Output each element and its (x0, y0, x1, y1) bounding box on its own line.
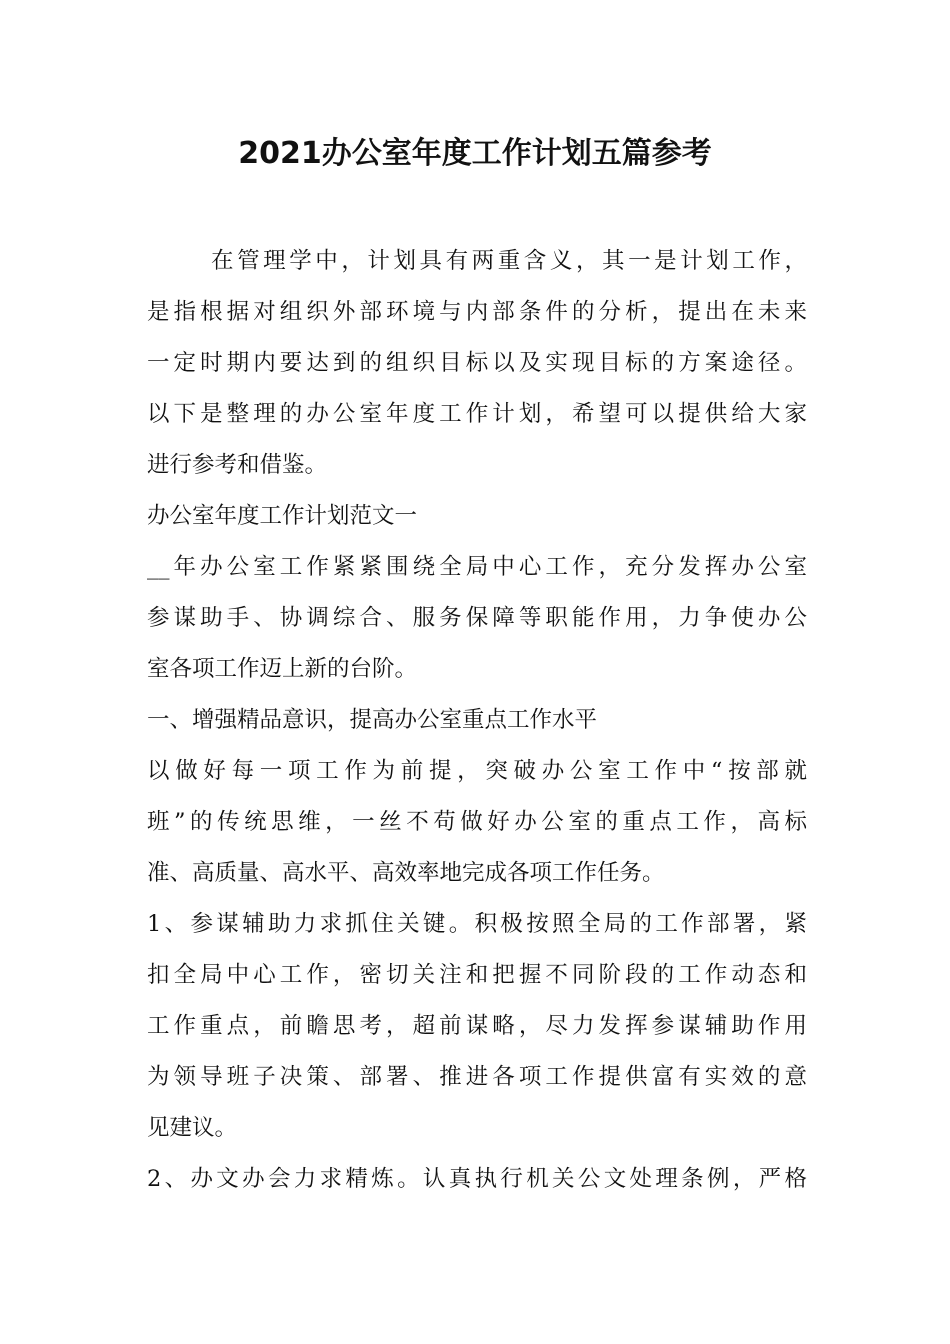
body-line: 准、高质量、高水平、高效率地完成各项工作任务。 (147, 860, 665, 886)
body-line: 扣全局中心工作，密切关注和把握不同阶段的工作动态和 (147, 962, 807, 988)
body-line: 见建议。 (147, 1115, 238, 1141)
body-line: 2、办文办会力求精炼。认真执行机关公文处理条例，严格 (147, 1166, 807, 1192)
body-line: __年办公室工作紧紧围绕全局中心工作，充分发挥办公室 (147, 554, 807, 580)
body-line: 一定时期内要达到的组织目标以及实现目标的方案途径。 (147, 350, 807, 376)
body-line: 以做好每一项工作为前提，突破办公室工作中“按部就 (147, 758, 807, 784)
body-line: 参谋助手、协调综合、服务保障等职能作用，力争使办公 (147, 605, 807, 631)
body-line: 1、参谋辅助力求抓住关键。积极按照全局的工作部署，紧 (147, 911, 807, 937)
document-title: 2021办公室年度工作计划五篇参考 (238, 136, 712, 171)
body-line: 室各项工作迈上新的台阶。 (147, 656, 418, 682)
body-line: 工作重点，前瞻思考，超前谋略，尽力发挥参谋辅助作用 (147, 1013, 807, 1039)
body-line: 进行参考和借鉴。 (147, 452, 328, 478)
body-line: 在管理学中，计划具有两重含义，其一是计划工作， (211, 248, 807, 274)
body-line: 是指根据对组织外部环境与内部条件的分析，提出在未来 (147, 299, 807, 325)
body-line: 以下是整理的办公室年度工作计划，希望可以提供给大家 (147, 401, 807, 427)
body-line: 班”的传统思维，一丝不苟做好办公室的重点工作，高标 (147, 809, 807, 835)
body-line: 为领导班子决策、部署、推进各项工作提供富有实效的意 (147, 1064, 807, 1090)
body-line: 办公室年度工作计划范文一 (147, 503, 418, 529)
body-line: 一、增强精品意识，提高办公室重点工作水平 (147, 707, 598, 733)
document-body (147, 236, 807, 1205)
